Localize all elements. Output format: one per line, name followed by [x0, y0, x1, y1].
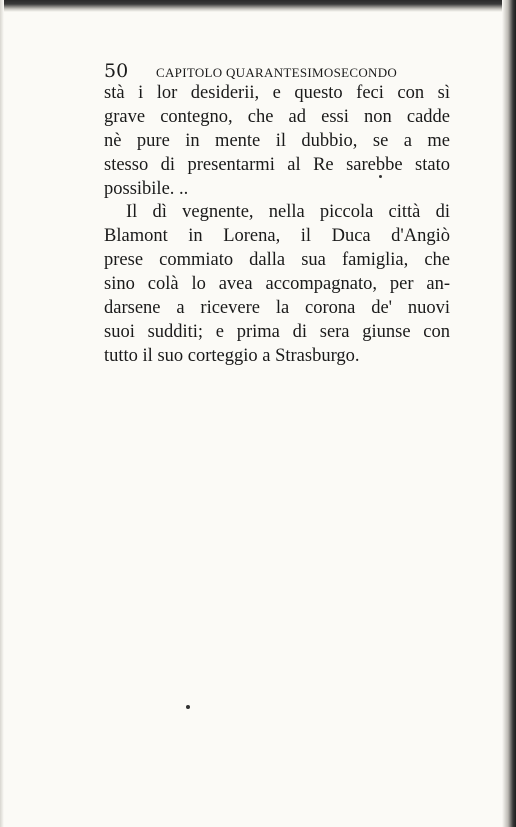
page-header [104, 60, 404, 82]
text-line: suoi sudditi; e prima di sera giunse con [104, 321, 450, 342]
text-line: stà i lor desiderii, e questo feci con sì [104, 83, 450, 103]
running-head: CAPITOLO QUARANTESIMOSECONDO [156, 65, 398, 80]
ink-speck [379, 175, 382, 178]
scan-top-edge [0, 0, 516, 12]
page-number: 50 [104, 60, 129, 82]
text-line: sino colà lo avea accompagnato, per an- [104, 274, 450, 295]
text-line: grave contegno, che ad essi non cadde [104, 106, 450, 127]
text-line: darsene a ricevere la corona de' nuovi [104, 298, 450, 319]
scan-right-edge [502, 0, 516, 827]
body-text [104, 82, 450, 369]
text-line: stesso di presentarmi al Re sarebbe stato [104, 154, 450, 175]
text-line: tutto il suo corteggio a Strasburgo. [104, 345, 360, 366]
scan-left-edge [0, 0, 4, 827]
text-line: possibile. .. [104, 178, 189, 199]
text-line: Blamont in Lorena, il Duca d'Angiò [104, 226, 450, 247]
text-line: Il dì vegnente, nella piccola città di [126, 202, 450, 223]
text-line: prese commiato dalla sua famiglia, che [104, 250, 450, 271]
text-line: nè pure in mente il dubbio, se a me [104, 130, 450, 151]
ink-speck [186, 705, 190, 709]
